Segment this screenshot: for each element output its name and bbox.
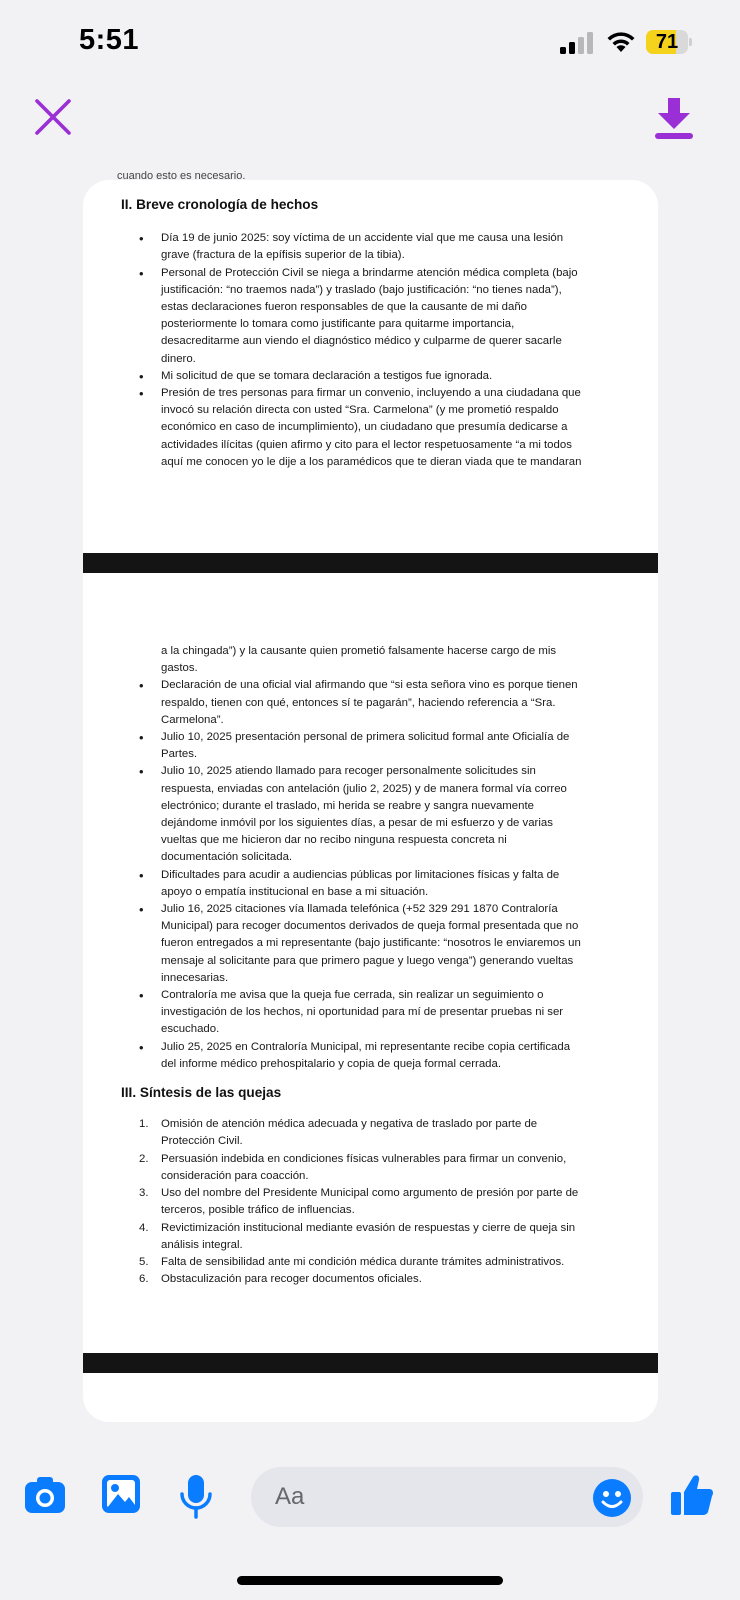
battery-level: 71 bbox=[655, 31, 679, 53]
page-divider bbox=[83, 553, 658, 573]
text-line: • Día 19 de junio 2025: soy víctima de un accidente vial que me causa una lesión bbox=[161, 232, 564, 245]
home-indicator bbox=[237, 1576, 503, 1585]
text-line: documentación solicitada. bbox=[161, 851, 293, 864]
image-icon[interactable] bbox=[101, 1474, 141, 1514]
text-line: • Presión de tres personas para firmar un convenio, incluyendo a una ciudadana que bbox=[161, 387, 581, 400]
cellular-signal-icon bbox=[560, 32, 594, 54]
bullet-item bbox=[121, 867, 631, 901]
text-line: • Julio 16, 2025 citaciones vía llamada telefónica (+52 329 291 1870 Contraloría bbox=[161, 903, 558, 916]
text-line: Carmelona”. bbox=[161, 713, 224, 726]
text-line: innecesarias. bbox=[161, 971, 229, 984]
page-divider bbox=[83, 1353, 658, 1373]
text-line: Protección Civil. bbox=[161, 1135, 243, 1148]
numbered-item bbox=[121, 1220, 631, 1254]
text-line: terceros, posible tráfico de influencias. bbox=[161, 1204, 355, 1217]
text-line: • Contraloría me avisa que la queja fue cerrada, sin realizar un seguimiento o bbox=[161, 989, 544, 1002]
continuation-text bbox=[121, 643, 631, 677]
item-number: 1. bbox=[139, 1118, 149, 1131]
numbered-item bbox=[121, 1254, 631, 1271]
bullet-item bbox=[121, 987, 631, 1039]
text-line: Obstaculización para recoger documentos oficiales. bbox=[161, 1273, 422, 1286]
text-line: respuesta, enviadas con antelación (julio 2, 2025) y de manera formal vía correo bbox=[161, 782, 567, 795]
text-line: del informe médico prehospitalario y copia de queja formal cerrada. bbox=[161, 1057, 502, 1070]
document-preview bbox=[83, 170, 658, 1422]
document-page-1 bbox=[121, 196, 631, 471]
chronology-list-continued bbox=[121, 677, 631, 1073]
text-line: investigación de los hechos, ni oportunidad para mí de presentar pruebas ni ser bbox=[161, 1006, 564, 1019]
text-line: grave (fractura de la epífisis superior de la tibia). bbox=[161, 249, 405, 262]
status-time: 5:51 bbox=[79, 24, 140, 56]
text-line: económico en caso de incumplimiento), un ciudadano que presumía dedicarse a bbox=[161, 421, 568, 434]
section-heading-chronology: II. Breve cronología de hechos bbox=[121, 197, 319, 212]
text-line: • Personal de Protección Civil se niega a brindarme atención médica completa (bajo bbox=[161, 266, 578, 279]
camera-icon[interactable] bbox=[24, 1475, 66, 1515]
text-line: apoyo o empatía institucional en base a mi situación. bbox=[161, 885, 429, 898]
numbered-item bbox=[121, 1151, 631, 1185]
text-line: posteriormente lo tomara como justificante para quitarme importancia, bbox=[161, 318, 515, 331]
download-icon[interactable] bbox=[654, 96, 694, 142]
chronology-list bbox=[121, 230, 631, 471]
text-line: gastos. bbox=[161, 662, 198, 675]
bullet-item bbox=[121, 265, 631, 368]
wifi-icon bbox=[604, 28, 638, 54]
text-line: Partes. bbox=[161, 748, 198, 761]
text-line: Omisión de atención médica adecuada y negativa de traslado por parte de bbox=[161, 1118, 538, 1131]
thumbs-up-icon[interactable] bbox=[670, 1473, 714, 1517]
text-line: análisis integral. bbox=[161, 1238, 243, 1251]
text-line: Falta de sensibilidad ante mi condición médica durante trámites administrativos. bbox=[161, 1255, 565, 1268]
text-line: vueltas que me hicieron dar no recibo ninguna respuesta concreta ni bbox=[161, 834, 507, 847]
text-line: • Julio 10, 2025 presentación personal de primera solicitud formal ante Oficialía de bbox=[161, 731, 570, 744]
status-bar bbox=[0, 0, 740, 84]
item-number: 2. bbox=[139, 1152, 149, 1165]
bullet-item bbox=[121, 677, 631, 729]
text-line: aquí me conocen yo le dije a los paramédicos que te dieran viada que te mandaran bbox=[161, 455, 582, 468]
battery-icon bbox=[646, 30, 692, 54]
item-number: 4. bbox=[139, 1221, 149, 1234]
item-number: 5. bbox=[139, 1255, 149, 1268]
clipped-previous-line: cuando esto es necesario. bbox=[117, 170, 246, 182]
item-number: 6. bbox=[139, 1273, 149, 1286]
text-line: Uso del nombre del Presidente Municipal como argumento de presión por parte de bbox=[161, 1187, 579, 1200]
text-line: fueron entregados a mi representante (bajo justificante: “nosotros le enviaremos un bbox=[161, 937, 581, 950]
bullet-item bbox=[121, 763, 631, 866]
text-line: invocó su relación directa con usted “Sra. Carmelona” (y me prometió respaldo bbox=[161, 404, 559, 417]
text-line: a la chingada”) y la causante quien prometió falsamente hacerse cargo de mis bbox=[161, 645, 557, 657]
text-line: • Julio 10, 2025 atiendo llamado para recoger personalmente solicitudes sin bbox=[161, 765, 536, 778]
text-line: respaldo, tienen con qué, entonces sí te pagarán”, haciendo referencia a “Sra. bbox=[161, 696, 556, 709]
text-line: mensaje al solicitante para que primero pague y luego venga”) generando vueltas bbox=[161, 954, 574, 967]
battery-tip bbox=[689, 38, 692, 46]
close-icon[interactable] bbox=[32, 96, 74, 138]
bullet-item bbox=[121, 901, 631, 987]
document-page-2 bbox=[121, 643, 631, 1288]
text-line: escuchado. bbox=[161, 1023, 220, 1036]
text-line: • Mi solicitud de que se tomara declaración a testigos fue ignorada. bbox=[161, 369, 493, 382]
bullet-item bbox=[121, 368, 631, 385]
text-line: desacreditarme aun viendo el diagnóstico médico y culparme de querer sacarle bbox=[161, 335, 562, 348]
numbered-item bbox=[121, 1185, 631, 1219]
numbered-item bbox=[121, 1116, 631, 1150]
text-line: dinero. bbox=[161, 352, 196, 365]
text-line: estas declaraciones fueron responsables de que la causante de mi daño bbox=[161, 301, 528, 314]
emoji-icon[interactable] bbox=[592, 1478, 632, 1518]
text-line: dejándome inmóvil por los siguientes días, a pesar de mi esfuerzo y de varias bbox=[161, 817, 553, 830]
message-input[interactable] bbox=[251, 1467, 643, 1527]
text-line: • Julio 25, 2025 en Contraloría Municipal, mi representante recibe copia certificada bbox=[161, 1040, 571, 1053]
battery-body bbox=[646, 30, 688, 54]
numbered-item bbox=[121, 1271, 631, 1288]
text-line: • Dificultades para acudir a audiencias públicas por limitaciones físicas y falta de bbox=[161, 868, 560, 881]
microphone-icon[interactable] bbox=[178, 1474, 214, 1520]
text-line: consideración para coacción. bbox=[161, 1169, 309, 1182]
item-number: 3. bbox=[139, 1187, 149, 1200]
text-line: actividades ilícitas (quien afirmo y cito para el lector respetuosamente “a mi todos bbox=[161, 438, 572, 451]
text-line: justificación: “no traemos nada”) y traslado (bajo justificación: “no tienes nada”), bbox=[161, 283, 562, 296]
text-line: Municipal) para recoger documentos derivados de queja formal presentada que no bbox=[161, 920, 579, 933]
complaints-list bbox=[121, 1116, 631, 1288]
text-line: • Declaración de una oficial vial afirmando que “si esta señora vino es porque tienen bbox=[161, 679, 578, 692]
text-line: Revictimización institucional mediante evasión de respuestas y cierre de queja sin bbox=[161, 1221, 576, 1234]
bullet-item bbox=[121, 1039, 631, 1073]
bullet-item bbox=[121, 729, 631, 763]
bullet-item bbox=[121, 230, 631, 264]
text-line: Persuasión indebida en condiciones físicas vulnerables para firmar un convenio, bbox=[161, 1152, 567, 1165]
section-heading-complaints: III. Síntesis de las quejas bbox=[121, 1085, 282, 1101]
bullet-item bbox=[121, 385, 631, 471]
text-line: electrónico; durante el traslado, mi herida se reabre y sangra nuevamente bbox=[161, 799, 534, 812]
